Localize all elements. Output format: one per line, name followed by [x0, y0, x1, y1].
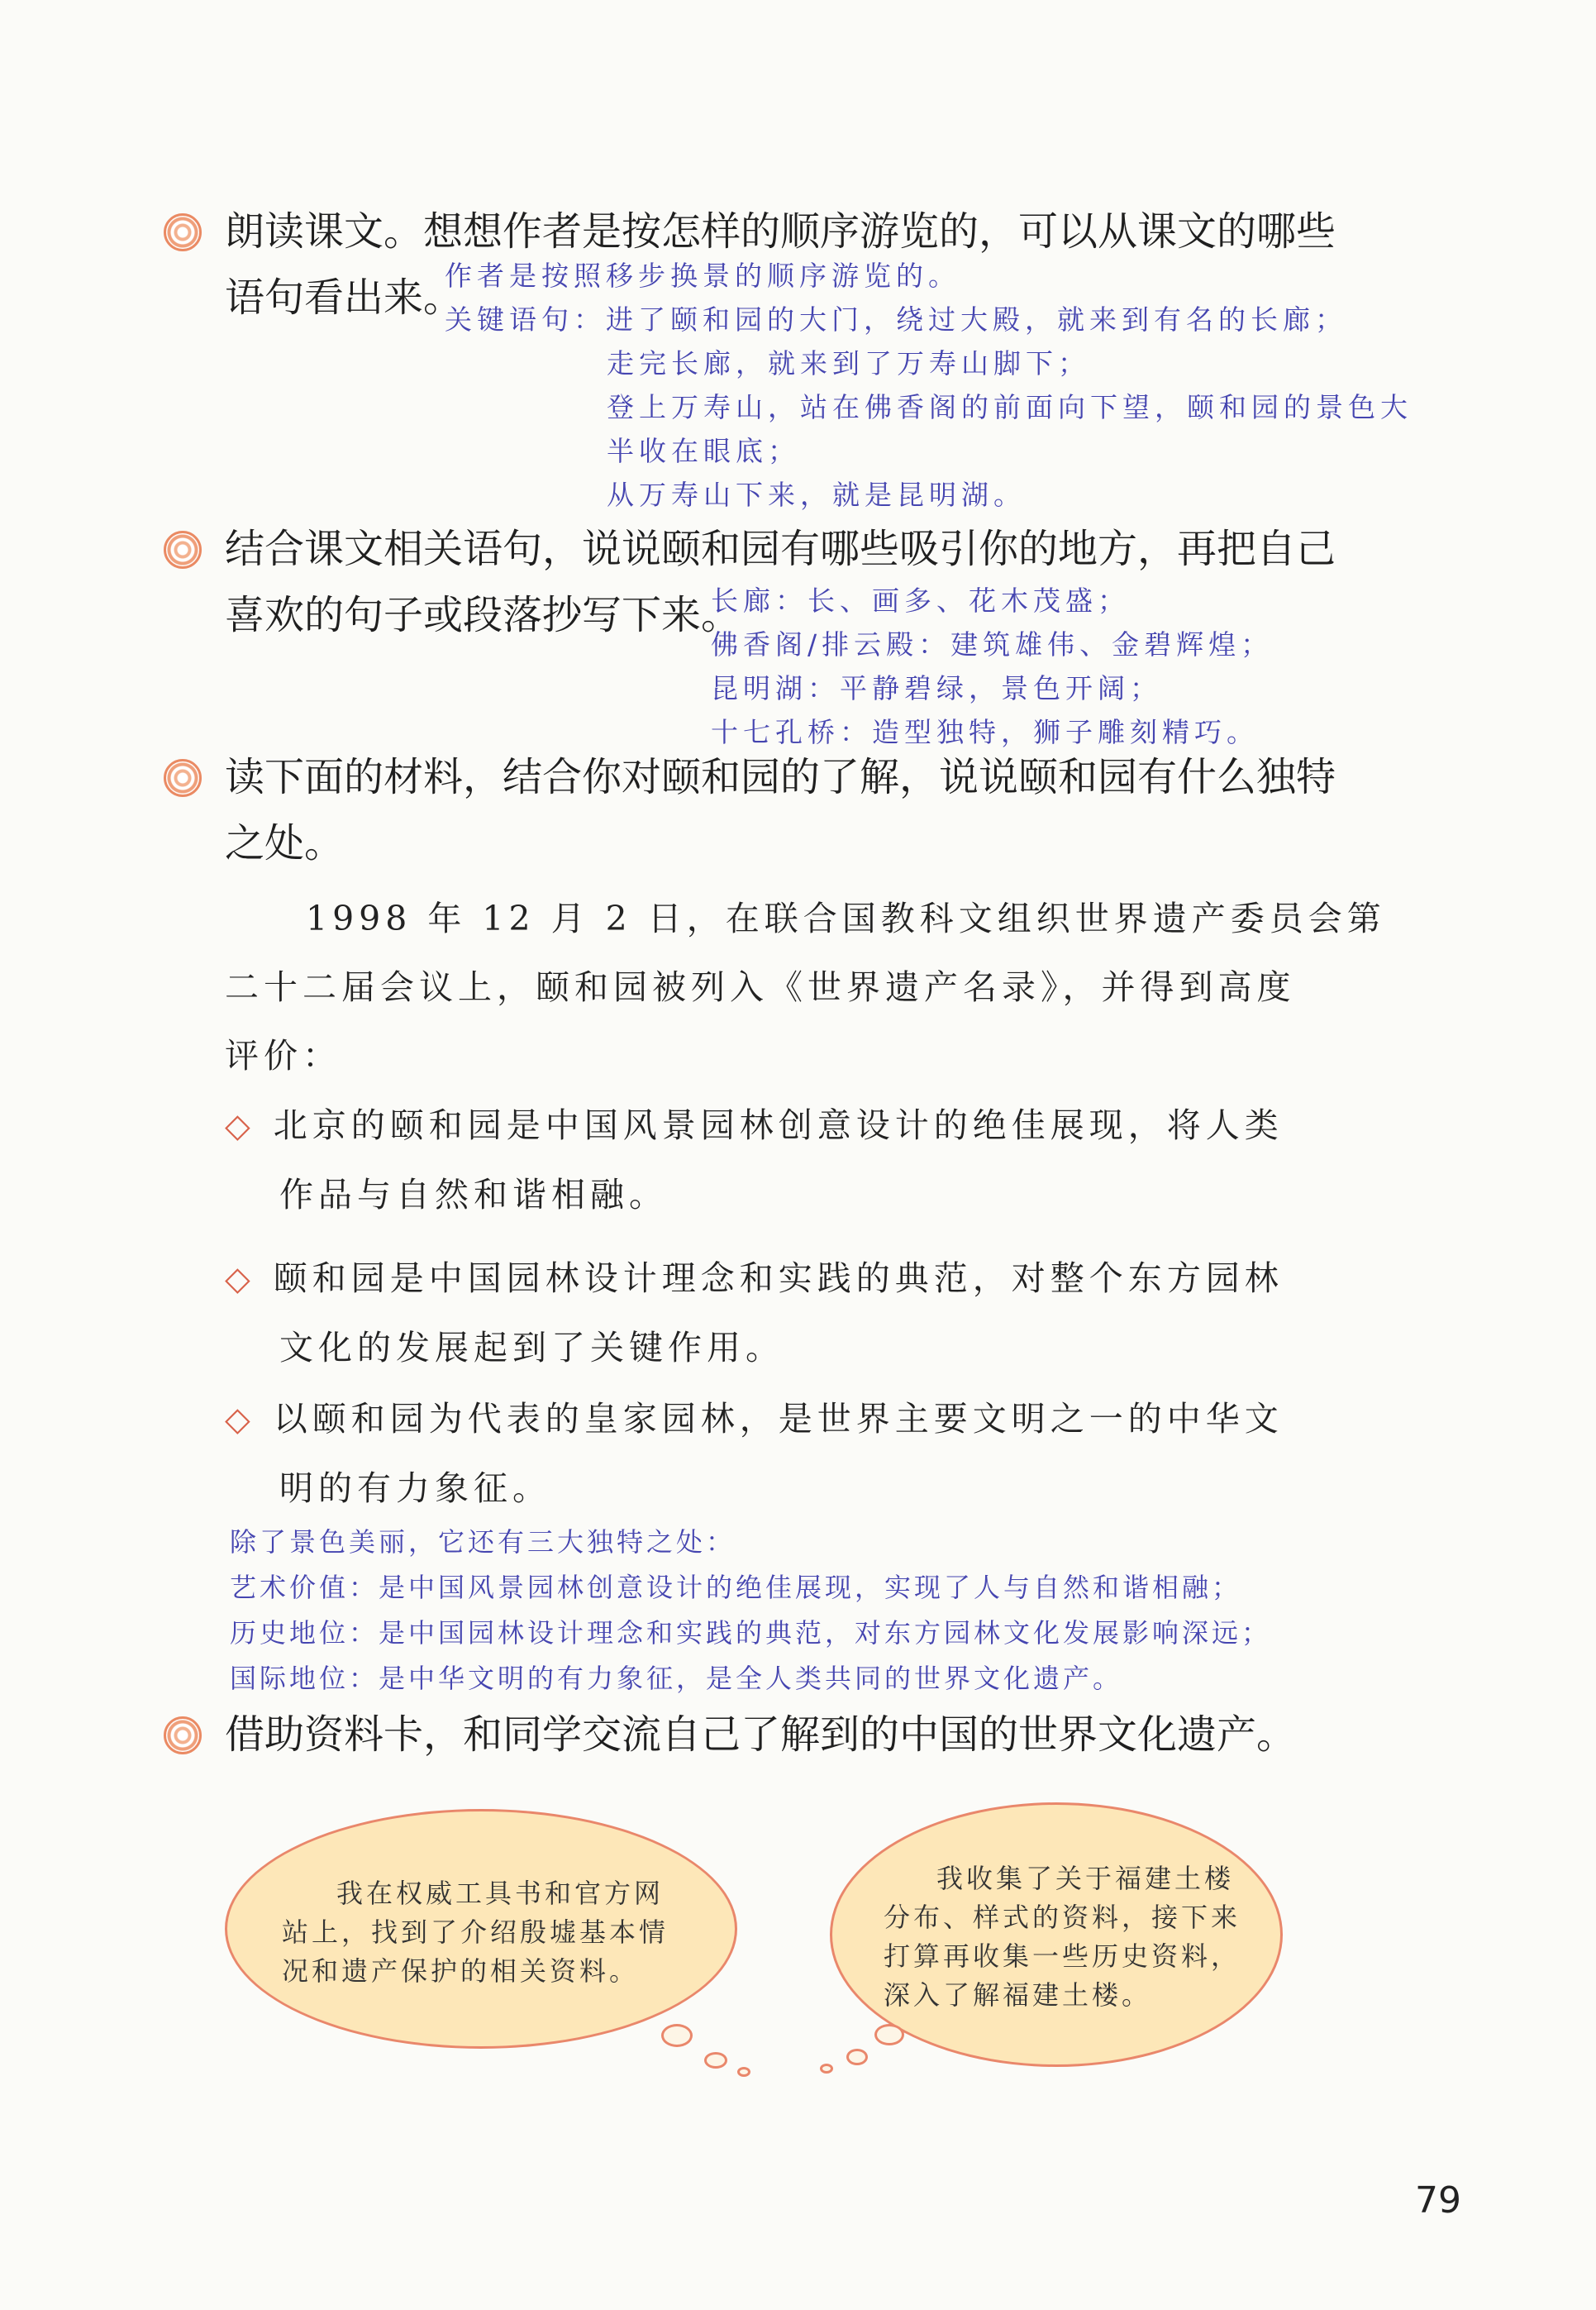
answer-2-line: 佛香阁/排云殿：建筑雄伟、金碧辉煌； [711, 628, 1274, 661]
answer-1-line: 从万寿山下来，就是昆明湖。 [607, 479, 1026, 511]
answer-1-line: 登上万寿山，站在佛香阁的前面向下望，颐和园的景色大 [607, 391, 1413, 423]
answer-3-handwriting [230, 1520, 1271, 1701]
thought-dot [661, 2024, 693, 2047]
diamond-bullet-icon: ◇ [225, 1107, 255, 1145]
thought-dot [737, 2067, 750, 2077]
evaluation-line: 颐和园是中国园林设计理念和实践的典范，对整个东方园林 [273, 1258, 1284, 1298]
answer-1-line: 走完长廊，就来到了万寿山脚下； [607, 347, 1090, 379]
passage-line: 二十二届会议上，颐和园被列入《世界遗产名录》，并得到高度 [225, 967, 1296, 1007]
question-bullet-icon [164, 1716, 202, 1754]
diamond-bullet-icon: ◇ [225, 1401, 255, 1439]
question-1-line-2: 语句看出来。 [225, 274, 464, 321]
passage-line: 1998 年 12 月 2 日，在联合国教科文组织世界遗产委员会第 [306, 899, 1386, 938]
answer-1-line: 关键语句：进了颐和园的大门，绕过大殿，就来到有名的长廊； [445, 303, 1347, 336]
thought-dot [874, 2024, 904, 2045]
question-bullet-icon [164, 759, 202, 797]
answer-2-line: 长廊：长、画多、花木茂盛； [711, 585, 1130, 617]
question-3 [225, 744, 1336, 876]
answer-3-line: 历史地位：是中国园林设计理念和实践的典范，对东方园林文化发展影响深远； [230, 1617, 1272, 1649]
evaluation-item-2 [225, 1244, 1284, 1382]
question-3-line-2: 之处。 [225, 820, 345, 866]
page-number: 79 [1415, 2179, 1461, 2222]
thought-bubble-left [225, 1809, 737, 2049]
evaluation-item-1 [225, 1091, 1284, 1229]
answer-2-line: 昆明湖：平静碧绿，景色开阔； [711, 672, 1162, 704]
answer-3-line: 国际地位：是中华文明的有力象征，是全人类共同的世界文化遗产。 [230, 1663, 1123, 1694]
evaluation-line: 以颐和园为代表的皇家园林，是世界主要文明之一的中华文 [273, 1399, 1284, 1439]
question-4-line-1: 借助资料卡，和同学交流自己了解到的中国的世界文化遗产。 [225, 1711, 1297, 1758]
question-1-line-1: 朗读课文。想想作者是按怎样的顺序游览的，可以从课文的哪些 [225, 208, 1336, 255]
question-2-line-1: 结合课文相关语句，说说颐和园有哪些吸引你的地方，再把自己 [225, 526, 1336, 572]
answer-1-line: 作者是按照移步换景的顺序游览的。 [445, 260, 960, 292]
bubble-left-line: 况和遗产保护的相关资料。 [282, 1955, 640, 1987]
evaluation-line: 文化的发展起到了关键作用。 [279, 1328, 784, 1367]
evaluation-line: 作品与自然和谐相融。 [279, 1175, 668, 1215]
question-bullet-icon [164, 531, 202, 569]
question-4 [225, 1701, 1296, 1768]
bubble-right-line: 深入了解福建土楼。 [884, 1979, 1152, 2011]
answer-2-handwriting [711, 579, 1273, 754]
bubble-right-line: 分布、样式的资料，接下来 [884, 1902, 1241, 1933]
thought-dot [846, 2049, 868, 2065]
question-bullet-icon [164, 213, 202, 251]
bubble-left-line: 站上，找到了介绍殷墟基本情 [282, 1916, 669, 1948]
thought-dot [820, 2064, 833, 2074]
passage-line: 评价： [225, 1036, 341, 1076]
answer-3-line: 除了景色美丽，它还有三大独特之处： [230, 1526, 736, 1558]
thought-dot [704, 2052, 727, 2069]
answer-1-handwriting [445, 254, 1413, 517]
material-passage [225, 885, 1386, 1091]
evaluation-item-3 [225, 1385, 1284, 1523]
bubble-right-line: 打算再收集一些历史资料， [884, 1940, 1241, 1972]
evaluation-line: 北京的颐和园是中国风景园林创意设计的绝佳展现，将人类 [273, 1105, 1284, 1145]
evaluation-line: 明的有力象征。 [279, 1468, 551, 1508]
question-2-line-2: 喜欢的句子或段落抄写下来。 [225, 592, 741, 638]
bubble-right-line: 我收集了关于福建土楼 [936, 1863, 1235, 1894]
answer-2-line: 十七孔桥：造型独特，狮子雕刻精巧。 [711, 716, 1259, 748]
diamond-bullet-icon: ◇ [225, 1260, 255, 1298]
bubble-left-line: 我在权威工具书和官方网 [336, 1878, 665, 1909]
answer-1-line: 半收在眼底； [607, 435, 800, 467]
question-3-line-1: 读下面的材料，结合你对颐和园的了解，说说颐和园有什么独特 [225, 754, 1336, 800]
answer-3-line: 艺术价值：是中国风景园林创意设计的绝佳展现，实现了人与自然和谐相融； [230, 1572, 1242, 1603]
